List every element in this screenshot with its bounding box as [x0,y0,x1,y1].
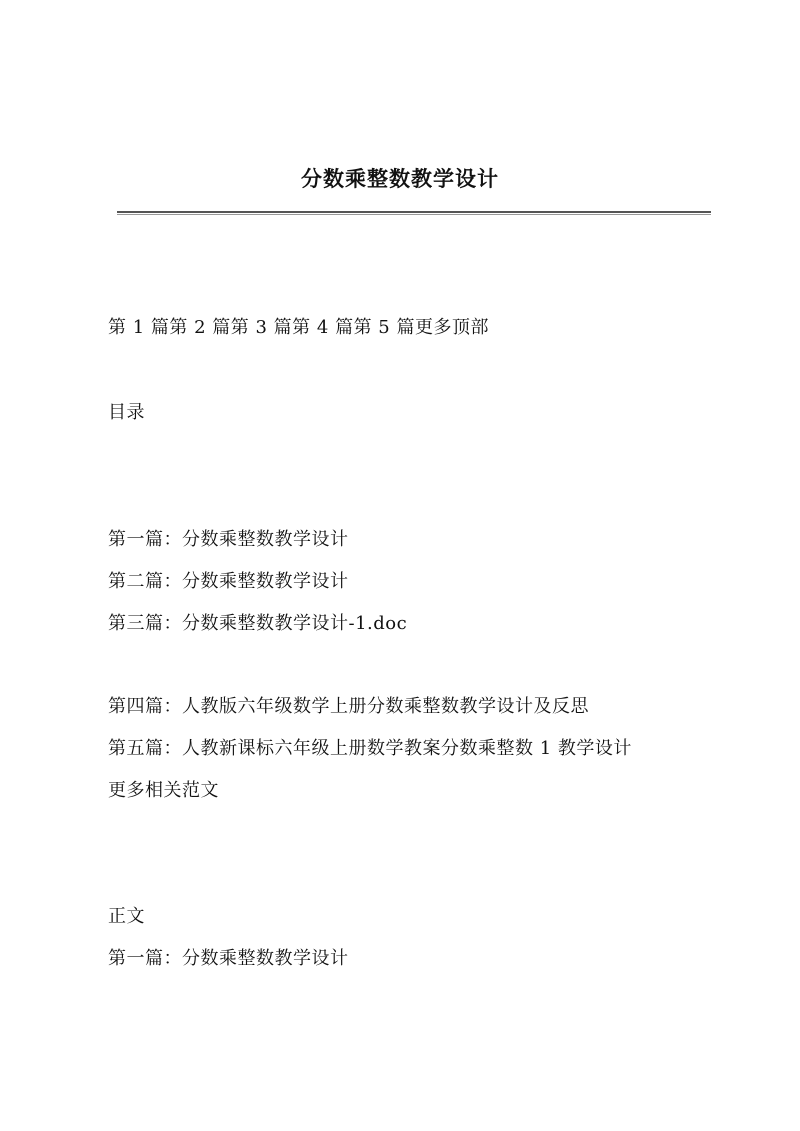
toc-item-4[interactable]: 第四篇：人教版六年级数学上册分数乘整数教学设计及反思 [108,696,589,717]
toc-item-5[interactable]: 第五篇：人教新课标六年级上册数学教案分数乘整数 1 教学设计 [108,738,632,759]
toc-item-1[interactable]: 第一篇：分数乘整数教学设计 [108,529,349,550]
title-divider [117,211,711,215]
document-title: 分数乘整数教学设计 [301,166,499,191]
toc-item-2[interactable]: 第二篇：分数乘整数教学设计 [108,571,349,592]
body-heading: 正文 [108,906,145,927]
toc-item-3[interactable]: 第三篇：分数乘整数教学设计-1.doc [108,613,408,634]
toc-heading: 目录 [108,402,145,423]
section-nav-links[interactable]: 第 1 篇第 2 篇第 3 篇第 4 篇第 5 篇更多顶部 [108,317,489,338]
toc-item-more[interactable]: 更多相关范文 [108,780,219,801]
first-section-title: 第一篇：分数乘整数教学设计 [108,948,349,969]
